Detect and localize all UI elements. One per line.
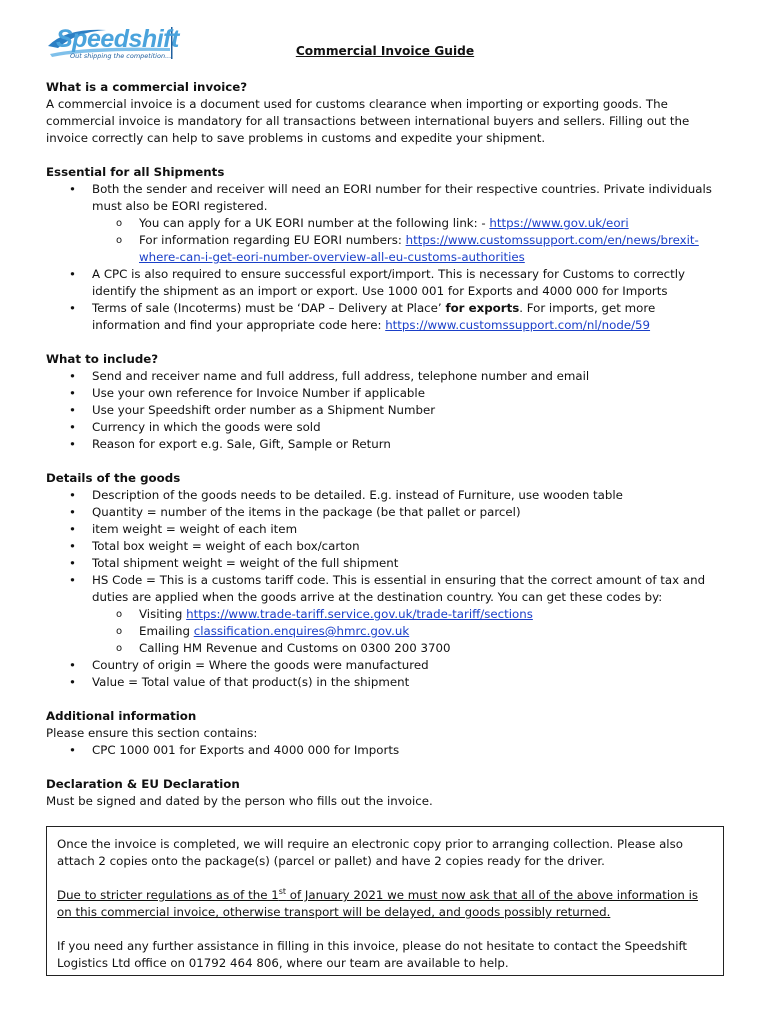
list-item: • CPC 1000 001 for Exports and 4000 000 for Imports [46,742,726,759]
list-item: • Value = Total value of that product(s) in the shipment [46,674,726,691]
additional-list [46,742,726,759]
list-item: • HS Code = This is a customs tariff code. This is essential in ensuring that the correct amount of tax and duties are applied when the goods arrive at the destination country. You can get these codes by: [46,572,726,606]
list-item: • Quantity = number of the items in the package (be that pallet or parcel) [46,504,726,521]
section-text-what: A commercial invoice is a document used for customs clearance when importing or exporting goods. The commercial invoice is mandatory for all transactions between international buyers and sellers. Filling out the invoice correctly can help to save problems in customs and expedite your shipment. [46,97,690,145]
brand-name: Speedshift [56,25,179,53]
eu-eori-link[interactable]: https://www.customssupport.com/en/news/brexit-where-can-i-get-eori-number-overview-all-eu-customs-authorities [139,233,699,264]
include-list [46,368,726,453]
notice-paragraph-3: If you need any further assistance in filling in this invoice, please do not hesitate to contact the Speedshift Logistics Ltd office on 01792 464 806, where our team are available to help. [57,939,688,970]
section-text-declaration: Must be signed and dated by the person who fills out the invoice. [46,794,433,808]
list-item: o For information regarding EU EORI numbers: https://www.customssupport.com/en/news/brexit-where-can-i-get-eori-number-overview-all-eu-customs-authorities [46,232,726,266]
section-heading-essential: Essential for all Shipments [46,165,225,179]
guide-body [46,79,726,810]
list-item: o Visiting https://www.trade-tariff.service.gov.uk/trade-tariff/sections [46,606,726,623]
section-heading-declaration: Declaration & EU Declaration [46,777,240,791]
section-heading-include: What to include? [46,352,159,366]
list-item: • Both the sender and receiver will need an EORI number for their respective countries. Private individuals must also be EORI registered. [46,181,726,215]
list-item: • A CPC is also required to ensure successful export/import. This is necessary for Customs to correctly identify the shipment as an import or export. Use 1000 001 for Exports and 4000 000 for Imports [46,266,726,300]
list-item: • Reason for export e.g. Sale, Gift, Sample or Return [46,436,726,453]
list-item: o You can apply for a UK EORI number at the following link: - https://www.gov.uk/eori [46,215,726,232]
notice-box [46,826,724,976]
list-item: • Send and receiver name and full address, full address, telephone number and email [46,368,726,385]
list-item: • Use your Speedshift order number as a Shipment Number [46,402,726,419]
list-item: • Use your own reference for Invoice Number if applicable [46,385,726,402]
list-item: o Emailing classification.enquires@hmrc.gov.uk [46,623,726,640]
goods-list [46,487,726,691]
essential-list [46,181,726,334]
section-text-additional: Please ensure this section contains: [46,726,258,740]
list-item: o Calling HM Revenue and Customs on 0300 200 3700 [46,640,726,657]
list-item: • item weight = weight of each item [46,521,726,538]
list-item: • Currency in which the goods were sold [46,419,726,436]
list-item: • Total box weight = weight of each box/carton [46,538,726,555]
section-heading-goods: Details of the goods [46,471,181,485]
notice-paragraph-2: Due to stricter regulations as of the 1st of January 2021 we must now ask that all of the above information is on this commercial invoice, otherwise transport will be delayed, and goods possibly returned. [57,887,698,919]
uk-eori-link[interactable]: https://www.gov.uk/eori [489,216,629,230]
list-item: • Country of origin = Where the goods were manufactured [46,657,726,674]
section-heading-additional: Additional information [46,709,197,723]
trade-tariff-link[interactable]: https://www.trade-tariff.service.gov.uk/trade-tariff/sections [186,607,533,621]
incoterms-link[interactable]: https://www.customssupport.com/nl/node/59 [385,318,651,332]
list-item: • Terms of sale (Incoterms) must be ‘DAP – Delivery at Place’ for exports. For imports, get more information and find your appropriate code here: https://www.customssupport.com/nl/node/59 [46,300,726,334]
hmrc-email-link[interactable]: classification.enquires@hmrc.gov.uk [193,624,410,638]
brand-tagline: Out shipping the competition... [70,52,172,60]
section-heading-what: What is a commercial invoice? [46,80,248,94]
page-title: Commercial Invoice Guide [295,44,475,58]
notice-paragraph-1: Once the invoice is completed, we will require an electronic copy prior to arranging collection. Please also attach 2 copies onto the package(s) (parcel or pallet) and have 2 copies ready for the driver. [57,837,683,868]
list-item: • Total shipment weight = weight of the full shipment [46,555,726,572]
list-item: • Description of the goods needs to be detailed. E.g. instead of Furniture, use wooden table [46,487,726,504]
